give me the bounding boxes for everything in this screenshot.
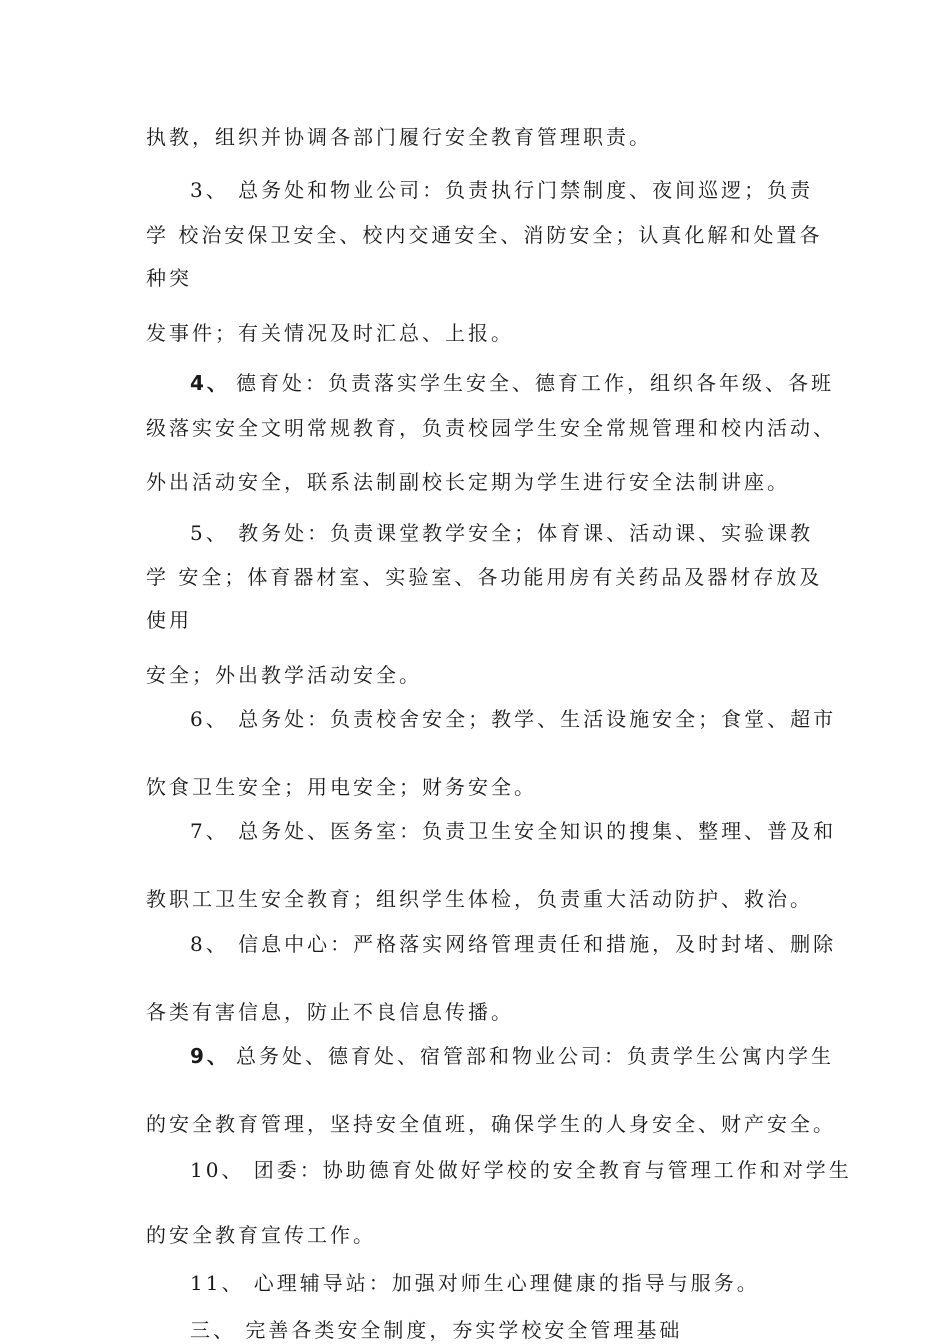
text-line: 级落实安全文明常规教育，负责校园学生安全常规管理和校内活动、 xyxy=(146,416,836,440)
section-heading: 三、 完善各类安全制度，夯实学校安全管理基础 xyxy=(190,1318,683,1342)
text-line: 发事件；有关情况及时汇总、上报。 xyxy=(146,321,514,345)
text-line: 德育处：负责落实学生安全、德育工作，组织各年级、各班 xyxy=(236,371,834,395)
text-line: 各类有害信息，防止不良信息传播。 xyxy=(146,1000,514,1024)
text-line: 饮食卫生安全；用电安全；财务安全。 xyxy=(146,775,537,799)
text-line: 总务处、德育处、宿管部和物业公司：负责学生公寓内学生 xyxy=(236,1044,834,1068)
text-line: 7、 总务处、医务室：负责卫生安全知识的搜集、整理、普及和 xyxy=(190,819,837,843)
text-line: 10、 团委：协助德育处做好学校的安全教育与管理工作和对学生 xyxy=(190,1158,852,1182)
text-line: 的安全教育管理，坚持安全值班，确保学生的人身安全、财产安全。 xyxy=(146,1112,836,1136)
text-line: 的安全教育宣传工作。 xyxy=(146,1223,376,1247)
item-number: 4、 xyxy=(190,371,230,395)
text-line: 安全；外出教学活动安全。 xyxy=(146,663,422,687)
text-line: 11、 心理辅导站：加强对师生心理健康的指导与服务。 xyxy=(190,1271,760,1295)
text-line: 教职工卫生安全教育；组织学生体检，负责重大活动防护、救治。 xyxy=(146,887,813,911)
text-line: 5、 教务处：负责课堂教学安全；体育课、活动课、实验课教 xyxy=(190,521,814,545)
text-line: 学 校治安保卫安全、校内交通安全、消防安全；认真化解和处置各 xyxy=(146,223,823,247)
text-line: 6、 总务处：负责校舍安全；教学、生活设施安全；食堂、超市 xyxy=(190,707,837,731)
text-line: 学 安全；体育器材室、实验室、各功能用房有关药品及器材存放及 xyxy=(146,565,823,589)
text-line: 使用 xyxy=(146,608,192,632)
item-number: 9、 xyxy=(190,1044,230,1068)
text-line: 3、 总务处和物业公司：负责执行门禁制度、夜间巡逻；负责 xyxy=(190,178,814,202)
text-line: 8、 信息中心：严格落实网络管理责任和措施，及时封堵、删除 xyxy=(190,932,837,956)
text-line: 种突 xyxy=(146,266,192,290)
text-line: 执教，组织并协调各部门履行安全教育管理职责。 xyxy=(146,125,652,149)
text-line: 外出活动安全，联系法制副校长定期为学生进行安全法制讲座。 xyxy=(146,470,790,494)
